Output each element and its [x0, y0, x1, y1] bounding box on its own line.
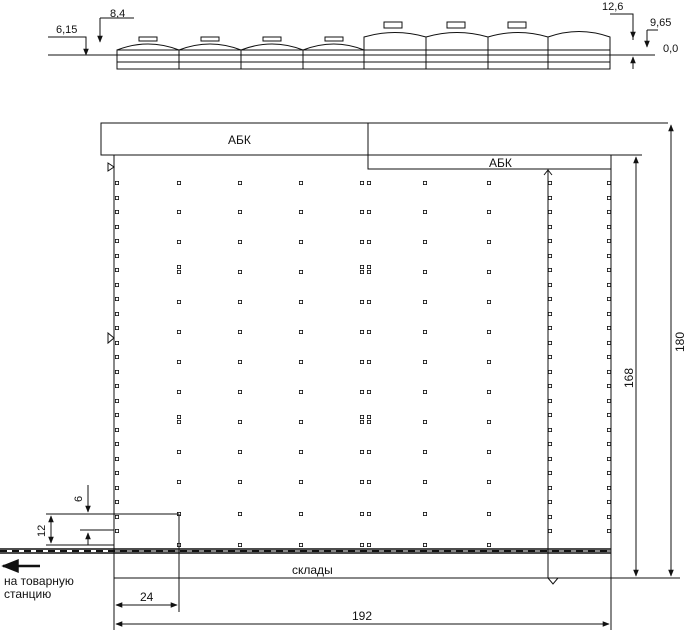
column-marker: [115, 239, 118, 242]
column-marker: [115, 196, 118, 199]
column-marker: [423, 543, 426, 546]
column-marker: [367, 512, 370, 515]
column-marker: [115, 457, 118, 460]
column-marker: [607, 181, 610, 184]
column-marker: [548, 268, 551, 271]
column-marker: [115, 341, 118, 344]
column-marker: [367, 270, 370, 273]
column-marker: [238, 450, 241, 453]
column-marker: [423, 480, 426, 483]
column-marker: [607, 196, 610, 199]
column-marker: [177, 420, 180, 423]
abk-right-label: АБК: [489, 156, 512, 170]
column-marker: [423, 300, 426, 303]
column-marker: [360, 360, 363, 363]
abk-top-label: АБК: [228, 133, 251, 147]
column-marker: [360, 210, 363, 213]
column-marker: [177, 390, 180, 393]
level-84: 8,4: [110, 8, 126, 20]
column-marker: [548, 297, 551, 300]
column-marker: [299, 240, 302, 243]
column-marker: [548, 442, 551, 445]
column-marker: [238, 210, 241, 213]
column-marker: [423, 450, 426, 453]
column-marker: [115, 225, 118, 228]
column-marker: [487, 270, 490, 273]
column-marker: [115, 326, 118, 329]
column-marker: [115, 399, 118, 402]
column-marker: [177, 415, 180, 418]
column-marker: [115, 312, 118, 315]
column-marker: [299, 360, 302, 363]
dim-6: 6: [73, 495, 85, 502]
column-marker: [299, 420, 302, 423]
column-marker: [360, 420, 363, 423]
column-marker: [548, 471, 551, 474]
column-marker: [607, 268, 610, 271]
column-marker: [367, 265, 370, 268]
column-marker: [548, 210, 551, 213]
column-marker: [487, 480, 490, 483]
column-marker: [548, 428, 551, 431]
column-marker: [607, 297, 610, 300]
column-marker: [487, 300, 490, 303]
column-marker: [115, 254, 118, 257]
column-marker: [177, 330, 180, 333]
column-marker: [367, 360, 370, 363]
column-marker: [115, 515, 118, 518]
column-marker: [238, 390, 241, 393]
column-marker: [607, 413, 610, 416]
column-marker: [607, 355, 610, 358]
column-marker: [548, 326, 551, 329]
column-marker: [423, 270, 426, 273]
level-126: 12,6: [602, 1, 624, 13]
column-marker: [607, 225, 610, 228]
column-marker: [548, 312, 551, 315]
column-marker: [487, 420, 490, 423]
column-marker: [607, 239, 610, 242]
column-marker: [607, 486, 610, 489]
column-marker: [423, 390, 426, 393]
gate-markers: [108, 163, 558, 584]
column-marker: [548, 196, 551, 199]
column-marker: [299, 512, 302, 515]
column-marker: [177, 300, 180, 303]
column-marker: [423, 210, 426, 213]
dimension-lines: [46, 125, 680, 630]
elevation-bay-lines: [117, 50, 610, 69]
column-marker: [487, 390, 490, 393]
column-marker: [607, 370, 610, 373]
column-marker: [367, 240, 370, 243]
elevation-skylights: [139, 22, 526, 41]
column-marker: [607, 442, 610, 445]
column-marker: [177, 270, 180, 273]
column-marker: [487, 512, 490, 515]
column-marker: [115, 355, 118, 358]
column-marker: [299, 390, 302, 393]
level-00: 0,0: [663, 43, 679, 55]
column-marker: [115, 210, 118, 213]
column-marker: [299, 330, 302, 333]
column-marker: [607, 283, 610, 286]
rail-note-line1: на товарную: [4, 574, 74, 588]
elevation-high-bays: [364, 32, 610, 51]
column-marker: [115, 500, 118, 503]
column-marker: [548, 254, 551, 257]
column-marker: [360, 480, 363, 483]
column-marker: [487, 450, 490, 453]
column-marker: [360, 330, 363, 333]
column-marker: [607, 312, 610, 315]
column-marker: [238, 543, 241, 546]
column-marker: [487, 181, 490, 184]
column-marker: [360, 390, 363, 393]
dim-192: 192: [352, 609, 373, 623]
column-marker: [367, 480, 370, 483]
column-marker: [238, 480, 241, 483]
column-marker: [548, 239, 551, 242]
column-marker: [360, 450, 363, 453]
column-marker: [423, 240, 426, 243]
column-marker: [367, 210, 370, 213]
column-marker: [115, 442, 118, 445]
column-marker: [238, 270, 241, 273]
column-marker: [299, 210, 302, 213]
column-marker: [115, 297, 118, 300]
column-marker: [607, 515, 610, 518]
column-marker: [367, 390, 370, 393]
column-marker: [548, 500, 551, 503]
column-marker: [115, 268, 118, 271]
warehouse-outline: [114, 155, 611, 578]
column-marker: [177, 240, 180, 243]
column-marker: [367, 543, 370, 546]
column-marker: [360, 270, 363, 273]
column-marker: [115, 413, 118, 416]
column-marker: [423, 512, 426, 515]
column-marker: [360, 181, 363, 184]
column-marker: [548, 355, 551, 358]
column-marker: [548, 370, 551, 373]
column-marker: [115, 428, 118, 431]
column-marker: [115, 283, 118, 286]
column-marker: [299, 181, 302, 184]
column-marker: [360, 265, 363, 268]
column-marker: [548, 413, 551, 416]
elevation-section: [48, 14, 658, 69]
dim-180: 180: [673, 331, 687, 352]
column-marker: [487, 330, 490, 333]
column-marker: [115, 486, 118, 489]
column-marker: [299, 300, 302, 303]
column-marker: [607, 471, 610, 474]
column-marker: [548, 515, 551, 518]
column-marker: [548, 181, 551, 184]
column-marker: [487, 240, 490, 243]
warehouses-label: склады: [292, 563, 333, 577]
column-marker: [607, 341, 610, 344]
column-marker: [115, 370, 118, 373]
column-marker: [299, 543, 302, 546]
level-965: 9,65: [650, 17, 672, 29]
column-marker: [423, 181, 426, 184]
column-marker: [548, 486, 551, 489]
column-marker: [607, 254, 610, 257]
column-marker: [548, 225, 551, 228]
column-marker: [607, 529, 610, 532]
column-marker: [607, 384, 610, 387]
column-marker: [177, 450, 180, 453]
column-marker: [299, 270, 302, 273]
column-marker: [177, 480, 180, 483]
dim-12: 12: [36, 524, 48, 537]
column-marker: [607, 428, 610, 431]
column-marker: [367, 330, 370, 333]
column-marker: [367, 181, 370, 184]
column-marker: [360, 415, 363, 418]
dim-168: 168: [622, 367, 636, 388]
column-marker: [367, 420, 370, 423]
column-marker: [360, 512, 363, 515]
column-marker: [360, 543, 363, 546]
column-marker: [177, 210, 180, 213]
column-grid: [115, 181, 610, 546]
column-marker: [115, 384, 118, 387]
column-marker: [607, 326, 610, 329]
column-marker: [238, 240, 241, 243]
rail-note-line2: станцию: [4, 587, 52, 601]
column-marker: [607, 500, 610, 503]
elevation-low-bays: [117, 44, 364, 50]
column-marker: [177, 360, 180, 363]
column-marker: [548, 529, 551, 532]
column-marker: [487, 360, 490, 363]
column-marker: [115, 181, 118, 184]
column-marker: [548, 341, 551, 344]
column-marker: [548, 457, 551, 460]
railway-track: [0, 549, 611, 553]
column-marker: [423, 330, 426, 333]
column-marker: [487, 543, 490, 546]
column-marker: [360, 300, 363, 303]
column-marker: [548, 399, 551, 402]
column-marker: [177, 265, 180, 268]
column-marker: [367, 300, 370, 303]
column-marker: [423, 420, 426, 423]
column-marker: [238, 330, 241, 333]
column-marker: [115, 471, 118, 474]
column-marker: [238, 300, 241, 303]
column-marker: [607, 457, 610, 460]
column-marker: [487, 210, 490, 213]
column-marker: [360, 240, 363, 243]
level-615: 6,15: [56, 24, 78, 36]
column-marker: [238, 360, 241, 363]
column-marker: [238, 512, 241, 515]
column-marker: [238, 181, 241, 184]
column-marker: [423, 360, 426, 363]
column-marker: [548, 283, 551, 286]
column-marker: [299, 450, 302, 453]
column-marker: [177, 181, 180, 184]
plan-outline: [101, 123, 668, 584]
dim-24: 24: [140, 590, 154, 604]
column-marker: [607, 399, 610, 402]
column-marker: [115, 529, 118, 532]
column-marker: [548, 384, 551, 387]
column-marker: [367, 415, 370, 418]
column-marker: [238, 420, 241, 423]
column-marker: [607, 210, 610, 213]
column-marker: [299, 480, 302, 483]
column-marker: [367, 450, 370, 453]
